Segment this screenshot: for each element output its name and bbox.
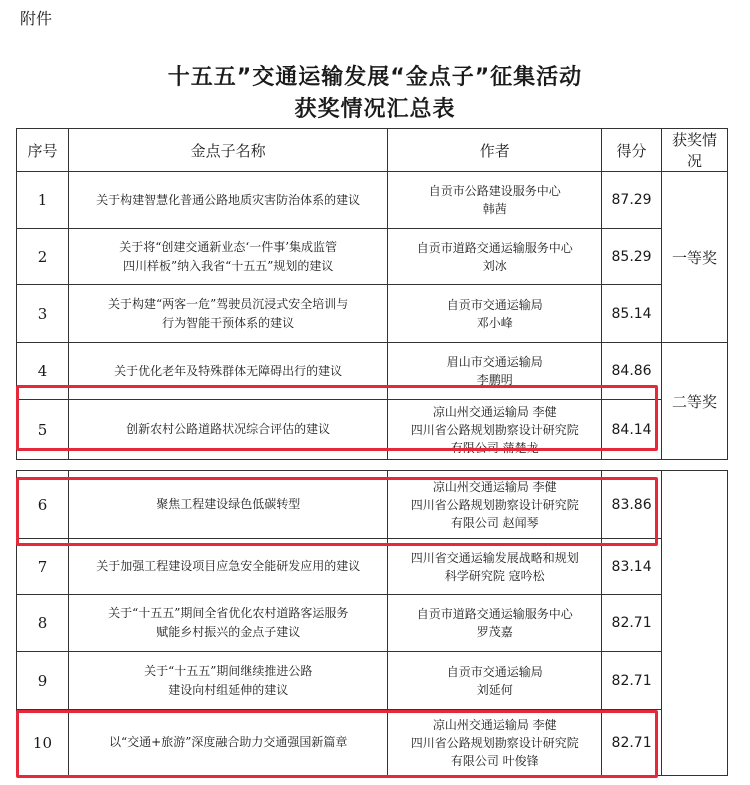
author-cell: 凉山州交通运输局 李健 四川省公路规划勘察设计研究院 有限公司 赵闻琴 (388, 471, 602, 539)
row-number: 3 (17, 285, 69, 343)
row-number: 1 (17, 172, 69, 229)
document-subtitle: 获奖情况汇总表 (294, 97, 456, 122)
row-number: 10 (17, 710, 69, 776)
table-row (17, 652, 728, 710)
table-row (17, 710, 728, 776)
awards-table-bottom (16, 470, 728, 776)
header-no: 序号 (17, 129, 69, 172)
author-cell: 凉山州交通运输局 李健 四川省公路规划勘察设计研究院 有限公司 蒲楚龙 (388, 400, 602, 460)
score: 82.71 (602, 652, 662, 710)
award-second: 二等奖 (662, 343, 728, 460)
idea-name: 关于“十五五”期间全省优化农村道路客运服务 赋能乡村振兴的金点子建议 (68, 595, 388, 652)
header-award: 获奖情况 (662, 129, 728, 172)
row-number: 2 (17, 229, 69, 285)
table-row (17, 343, 728, 400)
score: 82.71 (602, 710, 662, 776)
idea-name: 以“交通+旅游”深度融合助力交通强国新篇章 (68, 710, 388, 776)
idea-name: 创新农村公路道路状况综合评估的建议 (68, 400, 387, 460)
idea-name: 关于“十五五”期间继续推进公路 建设向村组延伸的建议 (68, 652, 388, 710)
author-cell: 自贡市道路交通运输服务中心 罗茂嘉 (388, 595, 602, 652)
table-row (17, 595, 728, 652)
table-row (17, 539, 728, 595)
author-cell: 凉山州交通运输局 李健 四川省公路规划勘察设计研究院 有限公司 叶俊锋 (388, 710, 602, 776)
author-cell: 自贡市交通运输局 刘延何 (388, 652, 602, 710)
idea-name: 聚焦工程建设绿色低碳转型 (68, 471, 388, 539)
score: 84.14 (602, 400, 662, 460)
score: 84.86 (602, 343, 662, 400)
score: 83.14 (602, 539, 662, 595)
author-cell: 四川省交通运输发展战略和规划 科学研究院 寇吟松 (388, 539, 602, 595)
table-row (17, 400, 728, 460)
header-author: 作者 (388, 129, 602, 172)
award-empty-cell (662, 471, 728, 776)
row-number: 6 (17, 471, 69, 539)
award-first: 一等奖 (662, 172, 728, 343)
row-number: 8 (17, 595, 69, 652)
document-title: 十五五”交通运输发展“金点子”征集活动 (167, 65, 583, 90)
idea-name: 关于优化老年及特殊群体无障碍出行的建议 (68, 343, 387, 400)
row-number: 9 (17, 652, 69, 710)
idea-name: 关于将“创建交通新业态‘一件事’集成监管 四川样板”纳入我省“十五五”规划的建议 (68, 229, 387, 285)
attachment-label: 附件 (20, 9, 53, 28)
idea-name: 关于加强工程建设项目应急安全能研发应用的建议 (68, 539, 388, 595)
awards-table-top (16, 128, 728, 460)
header-score: 得分 (602, 129, 662, 172)
author-cell: 自贡市道路交通运输服务中心 刘冰 (388, 229, 602, 285)
idea-name: 关于构建“两客一危”驾驶员沉浸式安全培训与 行为智能干预体系的建议 (68, 285, 387, 343)
table-header-row (17, 129, 728, 172)
row-number: 7 (17, 539, 69, 595)
author-cell: 自贡市公路建设服务中心 韩茜 (388, 172, 602, 229)
table-row (17, 229, 728, 285)
table-row (17, 285, 728, 343)
table-row (17, 172, 728, 229)
score: 82.71 (602, 595, 662, 652)
score: 83.86 (602, 471, 662, 539)
author-cell: 自贡市交通运输局 邓小峰 (388, 285, 602, 343)
row-number: 4 (17, 343, 69, 400)
score: 87.29 (602, 172, 662, 229)
header-name: 金点子名称 (68, 129, 387, 172)
row-number: 5 (17, 400, 69, 460)
table-row (17, 471, 728, 539)
score: 85.29 (602, 229, 662, 285)
author-cell: 眉山市交通运输局 李鹏明 (388, 343, 602, 400)
score: 85.14 (602, 285, 662, 343)
idea-name: 关于构建智慧化普通公路地质灾害防治体系的建议 (68, 172, 387, 229)
